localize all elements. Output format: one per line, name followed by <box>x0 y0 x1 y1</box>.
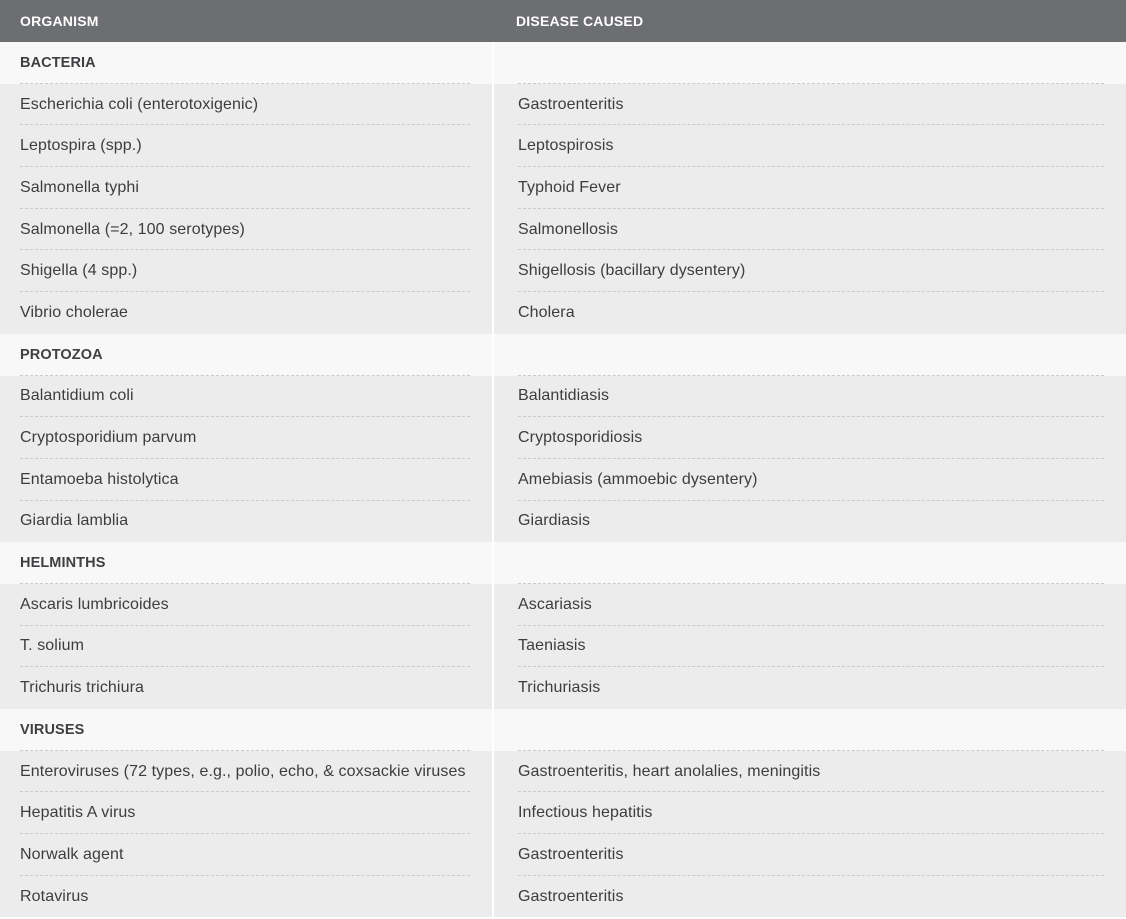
section-spacer <box>492 542 1126 584</box>
organism-cell: Vibrio cholerae <box>0 292 492 334</box>
disease-cell: Gastroenteritis <box>492 84 1126 126</box>
table-row <box>0 626 1126 668</box>
table-row <box>0 501 1126 543</box>
section-spacer <box>492 42 1126 84</box>
disease-cell: Gastroenteritis <box>492 876 1126 918</box>
table-row <box>0 417 1126 459</box>
disease-cell: Gastroenteritis <box>492 834 1126 876</box>
disease-cell: Salmonellosis <box>492 209 1126 251</box>
organism-cell: Rotavirus <box>0 876 492 918</box>
organism-cell: Shigella (4 spp.) <box>0 250 492 292</box>
section-row-helminths <box>0 542 1126 584</box>
table-header <box>0 0 1126 42</box>
section-title: HELMINTHS <box>0 542 492 584</box>
table-row <box>0 250 1126 292</box>
disease-cell: Cryptosporidiosis <box>492 417 1126 459</box>
organism-cell: Hepatitis A virus <box>0 792 492 834</box>
organism-cell: Leptospira (spp.) <box>0 125 492 167</box>
section-title: BACTERIA <box>0 42 492 84</box>
table-row <box>0 459 1126 501</box>
disease-cell: Shigellosis (bacillary dysentery) <box>492 250 1126 292</box>
table-row <box>0 667 1126 709</box>
organism-cell: Escherichia coli (enterotoxigenic) <box>0 84 492 126</box>
table-row <box>0 792 1126 834</box>
section-title: PROTOZOA <box>0 334 492 376</box>
section-row-viruses <box>0 709 1126 751</box>
disease-cell: Typhoid Fever <box>492 167 1126 209</box>
table-row <box>0 125 1126 167</box>
organism-cell: Norwalk agent <box>0 834 492 876</box>
organism-cell: Salmonella (=2, 100 serotypes) <box>0 209 492 251</box>
table-row <box>0 584 1126 626</box>
section-spacer <box>492 709 1126 751</box>
organism-cell: Balantidium coli <box>0 376 492 418</box>
organism-cell: Cryptosporidium parvum <box>0 417 492 459</box>
organism-cell: T. solium <box>0 626 492 668</box>
organism-cell: Entamoeba histolytica <box>0 459 492 501</box>
organism-cell: Enteroviruses (72 types, e.g., polio, echo, & coxsackie viruses <box>0 751 492 793</box>
organism-cell: Trichuris trichiura <box>0 667 492 709</box>
disease-cell: Ascariasis <box>492 584 1126 626</box>
disease-cell: Trichuriasis <box>492 667 1126 709</box>
section-row-bacteria <box>0 42 1126 84</box>
table-row <box>0 751 1126 793</box>
header-organism: ORGANISM <box>20 13 99 29</box>
section-title: VIRUSES <box>0 709 492 751</box>
disease-cell: Infectious hepatitis <box>492 792 1126 834</box>
table-row <box>0 209 1126 251</box>
table-row <box>0 834 1126 876</box>
organism-cell: Giardia lamblia <box>0 501 492 543</box>
section-row-protozoa <box>0 334 1126 376</box>
disease-cell: Gastroenteritis, heart anolalies, meningitis <box>492 751 1126 793</box>
table-row <box>0 376 1126 418</box>
table-row <box>0 84 1126 126</box>
disease-cell: Giardiasis <box>492 501 1126 543</box>
header-disease-caused: DISEASE CAUSED <box>516 13 644 29</box>
table-row <box>0 292 1126 334</box>
section-spacer <box>492 334 1126 376</box>
table-row <box>0 876 1126 918</box>
table-body <box>0 42 1126 917</box>
disease-cell: Amebiasis (ammoebic dysentery) <box>492 459 1126 501</box>
organism-cell: Salmonella typhi <box>0 167 492 209</box>
disease-cell: Taeniasis <box>492 626 1126 668</box>
disease-cell: Cholera <box>492 292 1126 334</box>
disease-cell: Leptospirosis <box>492 125 1126 167</box>
table-row <box>0 167 1126 209</box>
disease-cell: Balantidiasis <box>492 376 1126 418</box>
organism-cell: Ascaris lumbricoides <box>0 584 492 626</box>
